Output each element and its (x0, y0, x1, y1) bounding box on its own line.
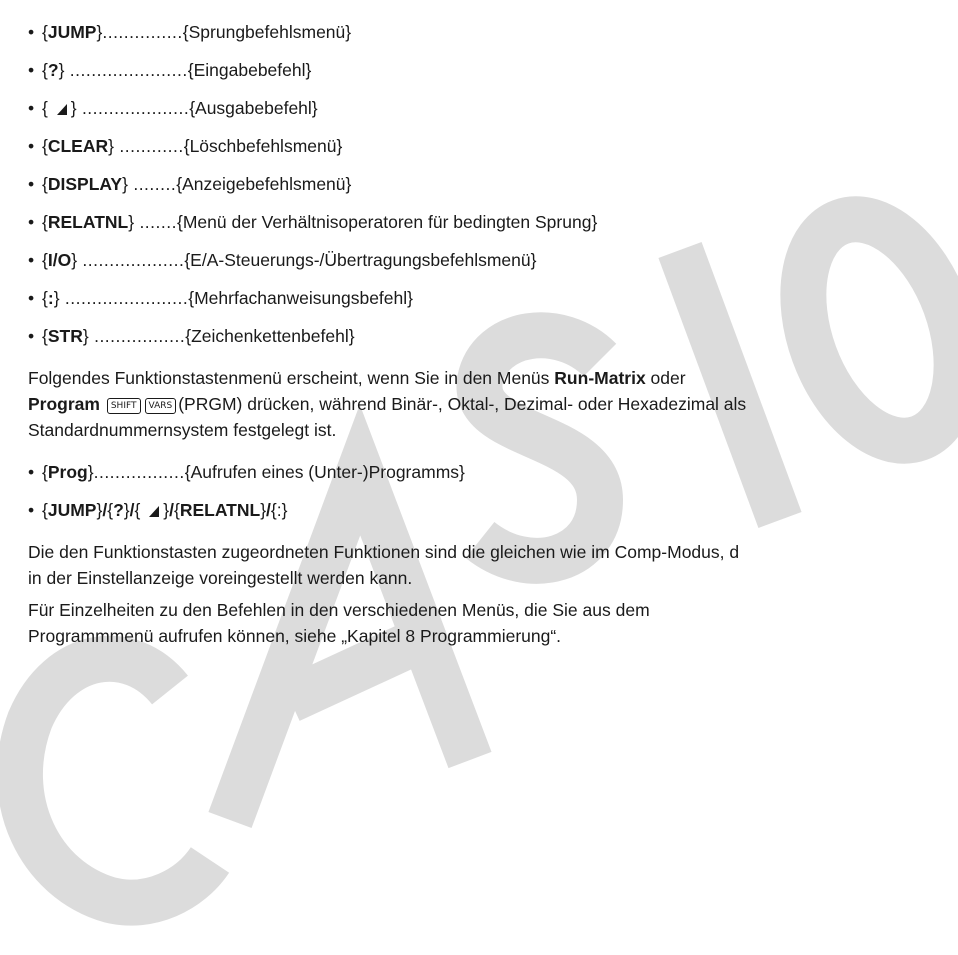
paragraph-details-reference: Für Einzelheiten zu den Befehlen in den verschiedenen Menüs, die Sie aus dem Programmmenü aufrufen können, siehe „Kapitel 8 Programmierung“. (28, 600, 650, 646)
menu-item-clear: • {CLEAR} ............{Löschbefehlsmenü} (28, 136, 343, 156)
document-content (28, 0, 958, 649)
function-key-menu-list (28, 0, 958, 355)
shift-key-icon: SHIFT (107, 398, 141, 414)
paragraph-number-system-menu: Folgendes Funktionstastenmenü erscheint, wenn Sie in den Menüs Run-Matrix oder Program SHIFT VARS (PRGM) drücken, während Binär-, Oktal-, Dezimal- oder Hexadezimal als Standardnummernsystem festgelegt ist. (28, 368, 747, 440)
menu-item-io: • {I/O} ...................{E/A-Steuerungs-/Übertragungsbefehlsmenü} (28, 250, 537, 270)
output-triangle-icon (57, 104, 67, 115)
vars-key-icon: VARS (145, 398, 177, 414)
menu-item-relatnl: • {RELATNL} .......{Menü der Verhältnisoperatoren für bedingten Sprung} (28, 212, 598, 232)
menu-item-prog: • {Prog}.................{Aufrufen eines (Unter-)Programms} (28, 462, 465, 482)
menu-item-combined: • {JUMP}/{?}/{ }/{RELATNL}/{:} (28, 500, 288, 520)
number-system-menu-list (28, 453, 958, 529)
paragraph-function-key-assignment: Die den Funktionstasten zugeordneten Funktionen sind die gleichen wie im Comp-Modus, d in der Einstellanzeige voreingestellt werden kann. (28, 542, 740, 588)
output-triangle-icon (149, 506, 159, 517)
menu-item-display: • {DISPLAY} ........{Anzeigebefehlsmenü} (28, 174, 352, 194)
menu-item-multistatement: • {:} .......................{Mehrfachanweisungsbefehl} (28, 288, 413, 308)
menu-item-jump: • {JUMP}...............{Sprungbefehlsmenü} (28, 22, 352, 42)
menu-item-input: • {?} ......................{Eingabebefehl} (28, 60, 312, 80)
menu-item-str: • {STR} .................{Zeichenkettenbefehl} (28, 326, 355, 346)
menu-item-output: • { } ....................{Ausgabebefehl} (28, 98, 318, 118)
